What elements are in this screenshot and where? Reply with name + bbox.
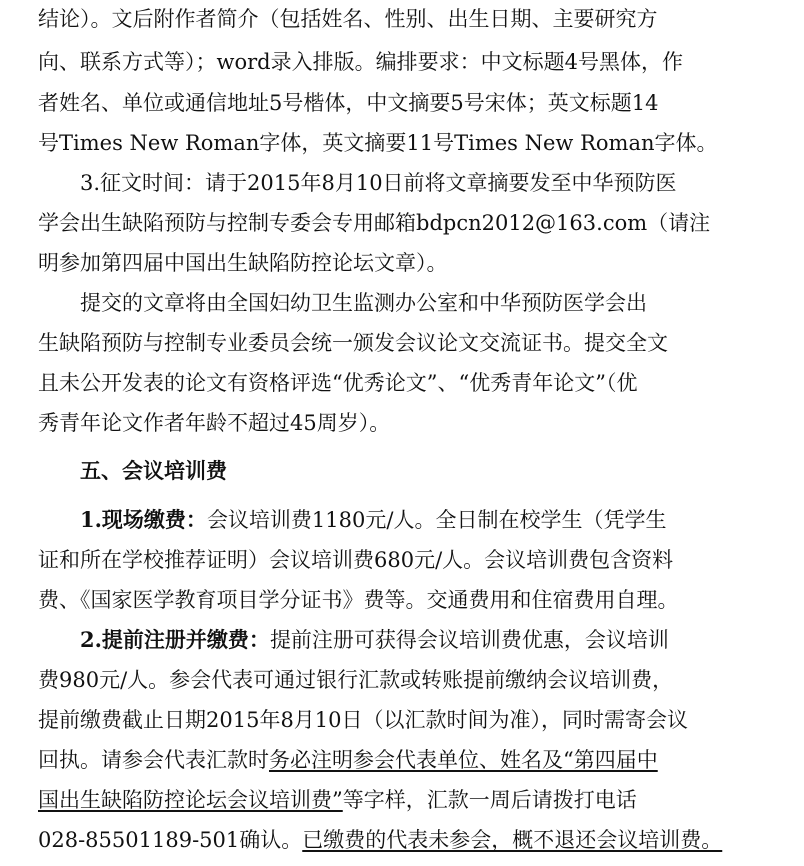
text-line: 且未公开发表的论文有资格评选“优秀论文”、“优秀青年论文”（优 [38, 371, 638, 395]
underlined-text: 务必注明参会代表单位、姓名及“第四届中 [269, 748, 658, 772]
text-line: 证和所在学校推荐证明）会议培训费680元/人。会议培训费包含资料 [38, 548, 674, 572]
text-line: 结论）。文后附作者简介（包括姓名、性别、出生日期、主要研究方 [38, 7, 658, 31]
item-label: 2.提前注册并缴费： [80, 627, 270, 652]
text-line: 号Times New Roman字体，英文摘要11号Times New Roman字体。 [38, 131, 718, 155]
paragraph-line [38, 783, 768, 817]
text-line: 费、《国家医学教育项目学分证书》费等。交通费用和住宿费用自理。 [38, 588, 679, 612]
text-line: 明参加第四届中国出生缺陷防控论坛文章）。 [38, 251, 448, 275]
text-line: 生缺陷预防与控制专业委员会统一颁发会议论文交流证书。提交全文 [38, 331, 668, 355]
plain-text: 028-85501189-501确认。 [38, 828, 303, 852]
text-line: 秀青年论文作者年龄不超过45周岁）。 [38, 411, 391, 435]
text-line: 3.征文时间：请于2015年8月10日前将文章摘要发至中华预防医 [80, 171, 677, 195]
paragraph-line [38, 743, 768, 777]
paragraph-line [80, 623, 768, 657]
text-line: 者姓名、单位或通信地址5号楷体，中文摘要5号宋体；英文标题14 [38, 91, 659, 115]
plain-text: 回执。请参会代表汇款时 [38, 748, 269, 772]
section-heading: 五、会议培训费 [80, 458, 227, 483]
text-line: 提前缴费截止日期2015年8月10日（以汇款时间为准），同时需寄会议 [38, 708, 689, 732]
text-line: 提交的文章将由全国妇幼卫生监测办公室和中华预防医学会出 [80, 291, 647, 315]
text-line: 学会出生缺陷预防与控制专委会专用邮箱bdpcn2012@163.com（请注 [38, 211, 711, 235]
underlined-text: 国出生缺陷防控论坛会议培训费” [38, 788, 343, 812]
plain-text: 等字样，汇款一周后请拨打电话 [342, 788, 637, 812]
item-text: 会议培训费1180元/人。全日制在校学生（凭学生 [206, 508, 667, 532]
text-line: 费980元/人。参会代表可通过银行汇款或转账提前缴纳会议培训费， [38, 668, 674, 692]
underlined-text: 已缴费的代表未参会，概不退还会议培训费。 [302, 828, 723, 852]
text-line: 向、联系方式等）；word录入排版。编排要求：中文标题4号黑体，作 [38, 50, 683, 74]
paragraph-line [80, 503, 768, 537]
paragraph-line [38, 823, 768, 857]
item-text: 提前注册可获得会议培训费优惠，会议培训 [269, 628, 669, 652]
item-label: 1.现场缴费： [80, 507, 207, 532]
